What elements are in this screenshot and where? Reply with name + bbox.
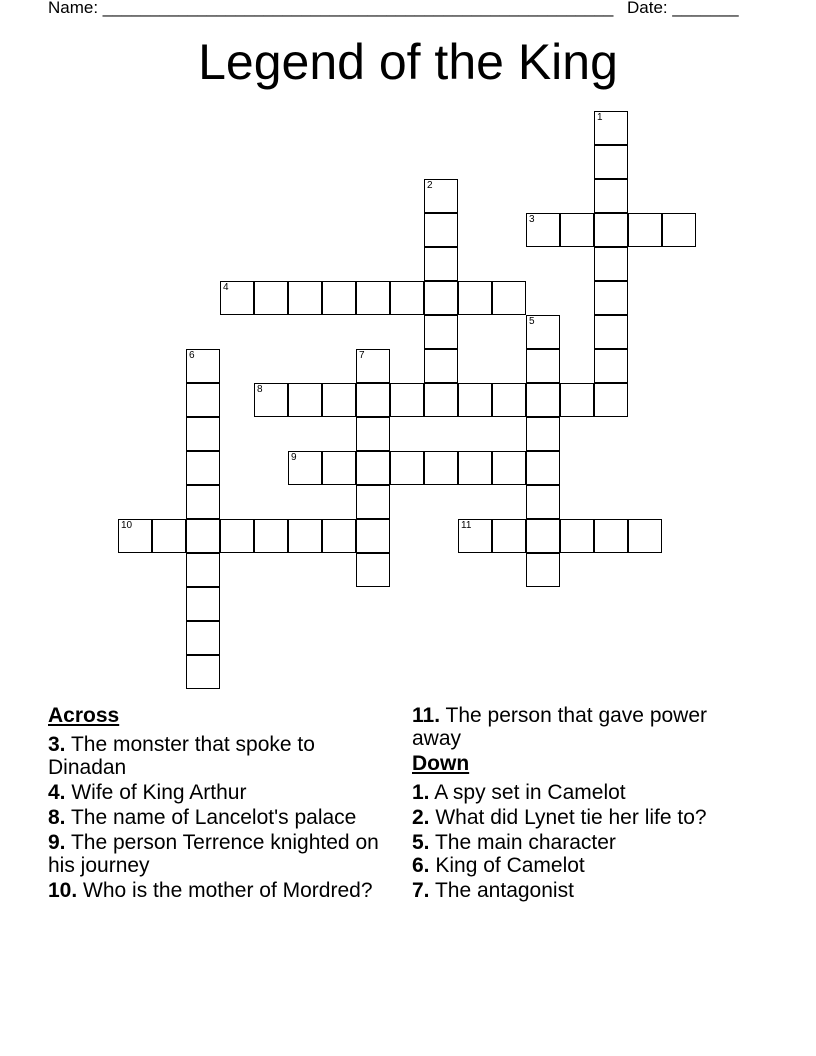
- crossword-cell[interactable]: [186, 553, 220, 587]
- cell-number: 9: [291, 452, 297, 463]
- crossword-cell[interactable]: [492, 451, 526, 485]
- crossword-cell[interactable]: [288, 451, 322, 485]
- clue-text: The name of Lancelot's palace: [70, 806, 357, 829]
- clues-right-column: [412, 704, 742, 902]
- clue-number: 5.: [412, 831, 430, 854]
- crossword-cell[interactable]: [356, 417, 390, 451]
- crossword-cell[interactable]: [356, 349, 390, 383]
- crossword-cell[interactable]: [390, 383, 424, 417]
- crossword-cell[interactable]: [390, 281, 424, 315]
- crossword-cell[interactable]: [186, 485, 220, 519]
- clue-text: What did Lynet tie her life to?: [435, 806, 707, 829]
- crossword-cell[interactable]: [526, 213, 560, 247]
- crossword-cell[interactable]: [424, 349, 458, 383]
- clue-number: 11.: [412, 704, 441, 727]
- crossword-cell[interactable]: [322, 383, 356, 417]
- crossword-cell[interactable]: [526, 383, 560, 417]
- crossword-cell[interactable]: [424, 383, 458, 417]
- crossword-cell[interactable]: [424, 213, 458, 247]
- puzzle-title: Legend of the King: [198, 34, 618, 90]
- clue-text: The monster that spoke to Dinadan: [48, 733, 315, 779]
- clue-number: 9.: [48, 831, 66, 854]
- crossword-cell[interactable]: [288, 519, 322, 553]
- clue-number: 7.: [412, 879, 430, 902]
- clue-down-7: [412, 879, 742, 902]
- cell-number: 1: [597, 112, 603, 123]
- cell-number: 10: [121, 520, 133, 531]
- crossword-cell[interactable]: [594, 315, 628, 349]
- crossword-cell[interactable]: [526, 451, 560, 485]
- clue-across-11: [412, 704, 742, 750]
- clue-number: 8.: [48, 806, 66, 829]
- crossword-cell[interactable]: [526, 553, 560, 587]
- crossword-cell[interactable]: [492, 519, 526, 553]
- clue-text: The antagonist: [434, 879, 574, 902]
- crossword-cell[interactable]: [560, 213, 594, 247]
- clue-number: 2.: [412, 806, 430, 829]
- crossword-cell[interactable]: [322, 519, 356, 553]
- crossword-cell[interactable]: [186, 519, 220, 553]
- crossword-cell[interactable]: [356, 519, 390, 553]
- crossword-cell[interactable]: [186, 655, 220, 689]
- crossword-cell[interactable]: [628, 519, 662, 553]
- crossword-cell[interactable]: [220, 519, 254, 553]
- crossword-cell[interactable]: [560, 519, 594, 553]
- cell-number: 11: [461, 520, 472, 531]
- crossword-cell[interactable]: [254, 383, 288, 417]
- crossword-cell[interactable]: [492, 281, 526, 315]
- crossword-cell[interactable]: [390, 451, 424, 485]
- clue-text: Wife of King Arthur: [71, 781, 247, 804]
- crossword-cell[interactable]: [322, 281, 356, 315]
- crossword-cell[interactable]: [458, 451, 492, 485]
- crossword-cell[interactable]: [594, 179, 628, 213]
- clues-left-column: [48, 704, 388, 902]
- crossword-cell[interactable]: [186, 451, 220, 485]
- crossword-cell[interactable]: [118, 519, 152, 553]
- crossword-cell[interactable]: [560, 383, 594, 417]
- clue-down-5: [412, 831, 742, 854]
- crossword-cell[interactable]: [322, 451, 356, 485]
- crossword-cell[interactable]: [594, 383, 628, 417]
- crossword-cell[interactable]: [152, 519, 186, 553]
- crossword-cell[interactable]: [356, 553, 390, 587]
- cell-number: 6: [189, 350, 195, 361]
- crossword-cell[interactable]: [458, 519, 492, 553]
- clue-text: Who is the mother of Mordred?: [83, 879, 373, 902]
- clue-number: 3.: [48, 733, 66, 756]
- crossword-cell[interactable]: [526, 315, 560, 349]
- crossword-cell[interactable]: [594, 213, 628, 247]
- crossword-cell[interactable]: [458, 281, 492, 315]
- crossword-cell[interactable]: [594, 519, 628, 553]
- crossword-cell[interactable]: [594, 247, 628, 281]
- down-heading: Down: [412, 752, 470, 775]
- crossword-cell[interactable]: [662, 213, 696, 247]
- cell-number: 5: [529, 316, 535, 327]
- cell-number: 7: [359, 350, 365, 361]
- clue-across-8: [48, 806, 388, 829]
- clue-across-9: [48, 831, 388, 877]
- clue-number: 1.: [412, 781, 430, 804]
- crossword-cell[interactable]: [526, 417, 560, 451]
- crossword-cell[interactable]: [526, 349, 560, 383]
- clue-across-4: [48, 781, 388, 804]
- clue-number: 10.: [48, 879, 78, 902]
- crossword-cell[interactable]: [186, 587, 220, 621]
- crossword-cell[interactable]: [526, 485, 560, 519]
- crossword-cell[interactable]: [186, 349, 220, 383]
- crossword-cell[interactable]: [594, 145, 628, 179]
- clue-down-2: [412, 806, 742, 829]
- clue-text: The main character: [434, 831, 616, 854]
- crossword-cell[interactable]: [186, 417, 220, 451]
- crossword-cell[interactable]: [526, 519, 560, 553]
- clue-text: The person Terrence knighted on his journey: [48, 831, 379, 877]
- crossword-cell[interactable]: [288, 281, 322, 315]
- crossword-cell[interactable]: [254, 281, 288, 315]
- clue-text: A spy set in Camelot: [434, 781, 626, 804]
- crossword-cell[interactable]: [594, 281, 628, 315]
- clue-number: 4.: [48, 781, 66, 804]
- clue-down-6: [412, 854, 742, 877]
- date-field-label: Date: _______: [627, 0, 739, 17]
- clue-across-10: [48, 879, 388, 902]
- clue-text: King of Camelot: [435, 854, 585, 877]
- crossword-cell[interactable]: [628, 213, 662, 247]
- crossword-cell[interactable]: [594, 111, 628, 145]
- crossword-cell[interactable]: [594, 349, 628, 383]
- crossword-cell[interactable]: [458, 383, 492, 417]
- name-field-label: Name: ______________________________________________________: [48, 0, 614, 17]
- crossword-cell[interactable]: [186, 621, 220, 655]
- crossword-cell[interactable]: [220, 281, 254, 315]
- crossword-cell[interactable]: [186, 383, 220, 417]
- crossword-cell[interactable]: [424, 247, 458, 281]
- clue-down-1: [412, 781, 742, 804]
- crossword-cell[interactable]: [424, 179, 458, 213]
- clue-across-3: [48, 733, 388, 779]
- crossword-cell[interactable]: [356, 383, 390, 417]
- crossword-cell[interactable]: [424, 315, 458, 349]
- crossword-cell[interactable]: [492, 383, 526, 417]
- cell-number: 4: [223, 282, 229, 293]
- crossword-cell[interactable]: [424, 281, 458, 315]
- cell-number: 2: [427, 180, 433, 191]
- crossword-cell[interactable]: [254, 519, 288, 553]
- cell-number: 3: [529, 214, 535, 225]
- clue-number: 6.: [412, 854, 430, 877]
- crossword-cell[interactable]: [356, 485, 390, 519]
- crossword-cell[interactable]: [288, 383, 322, 417]
- cell-number: 8: [257, 384, 263, 395]
- crossword-cell[interactable]: [356, 281, 390, 315]
- crossword-cell[interactable]: [424, 451, 458, 485]
- across-heading: Across: [48, 704, 120, 727]
- clue-text: The person that gave power away: [412, 704, 708, 750]
- crossword-cell[interactable]: [356, 451, 390, 485]
